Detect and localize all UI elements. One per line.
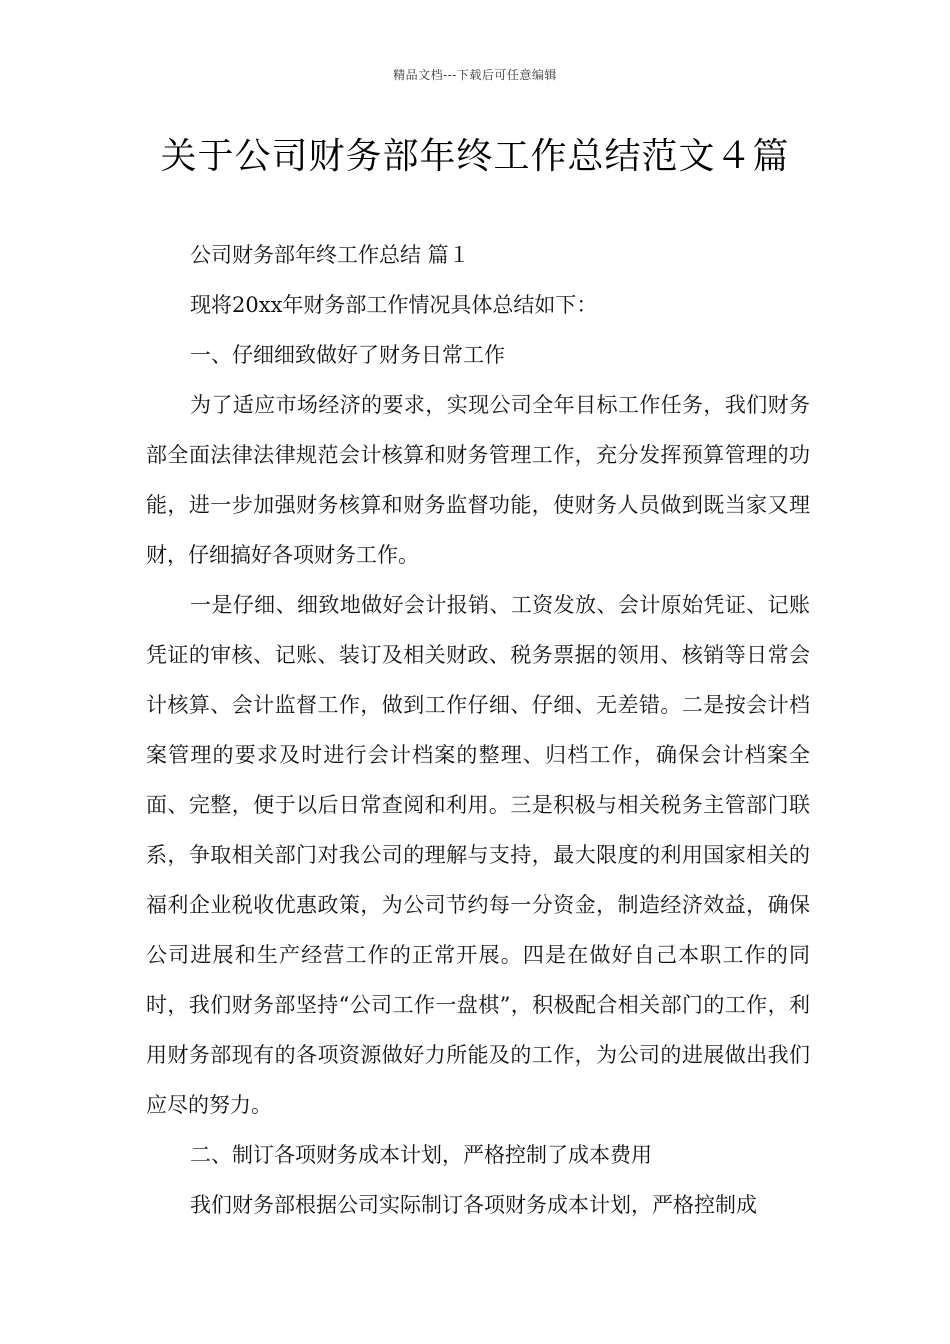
intro-paragraph: 现将20xx年财务部工作情况具体总结如下： xyxy=(190,293,598,317)
section-heading-1: 公司财务部年终工作总结 篇１ xyxy=(190,243,470,267)
body-paragraph-2: 一是仔细、细致地做好会计报销、工资发放、会计原始凭证、记账凭证的审核、记账、装订及相关财政、税务票据的领用、核销等日常会计核算、会计监督工作，做到工作仔细、仔细、无差错。二是按会计档案管理的要求及时进行会计档案的整理、归档工作，确保会计档案全面、完整，便于以后日常查阅和利用。三是积极与相关税务主管部门联系，争取相关部门对我公司的理解与支持，最大限度的利用国家相关的福利企业税收优惠政策，为公司节约每一分资金，制造经济效益，确保公司进展和生产经营工作的正常开展。四是在做好自己本职工作的同时，我们财务部坚持“公司工作一盘棋”，积极配合相关部门的工作，利用财务部现有的各项资源做好力所能及的工作，为公司的进展做出我们应尽的努力。 xyxy=(146,593,810,1117)
body-paragraph-1: 为了适应市场经济的要求，实现公司全年目标工作任务，我们财务部全面法律法律规范会计核算和财务管理工作，充分发挥预算管理的功能，进一步加强财务核算和财务监督功能，使财务人员做到既当家又理财，仔细搞好各项财务工作。 xyxy=(146,393,810,567)
subheading-1: 一、仔细细致做好了财务日常工作 xyxy=(190,343,505,367)
document-title: 关于公司财务部年终工作总结范文４篇 xyxy=(160,136,790,177)
header-note: 精品文档---下载后可任意编辑 xyxy=(393,68,557,82)
body-paragraph-3: 我们财务部根据公司实际制订各项财务成本计划，严格控制成 xyxy=(190,1193,757,1217)
subheading-2: 二、制订各项财务成本计划，严格控制了成本费用 xyxy=(190,1143,652,1167)
document-body xyxy=(146,230,810,1230)
